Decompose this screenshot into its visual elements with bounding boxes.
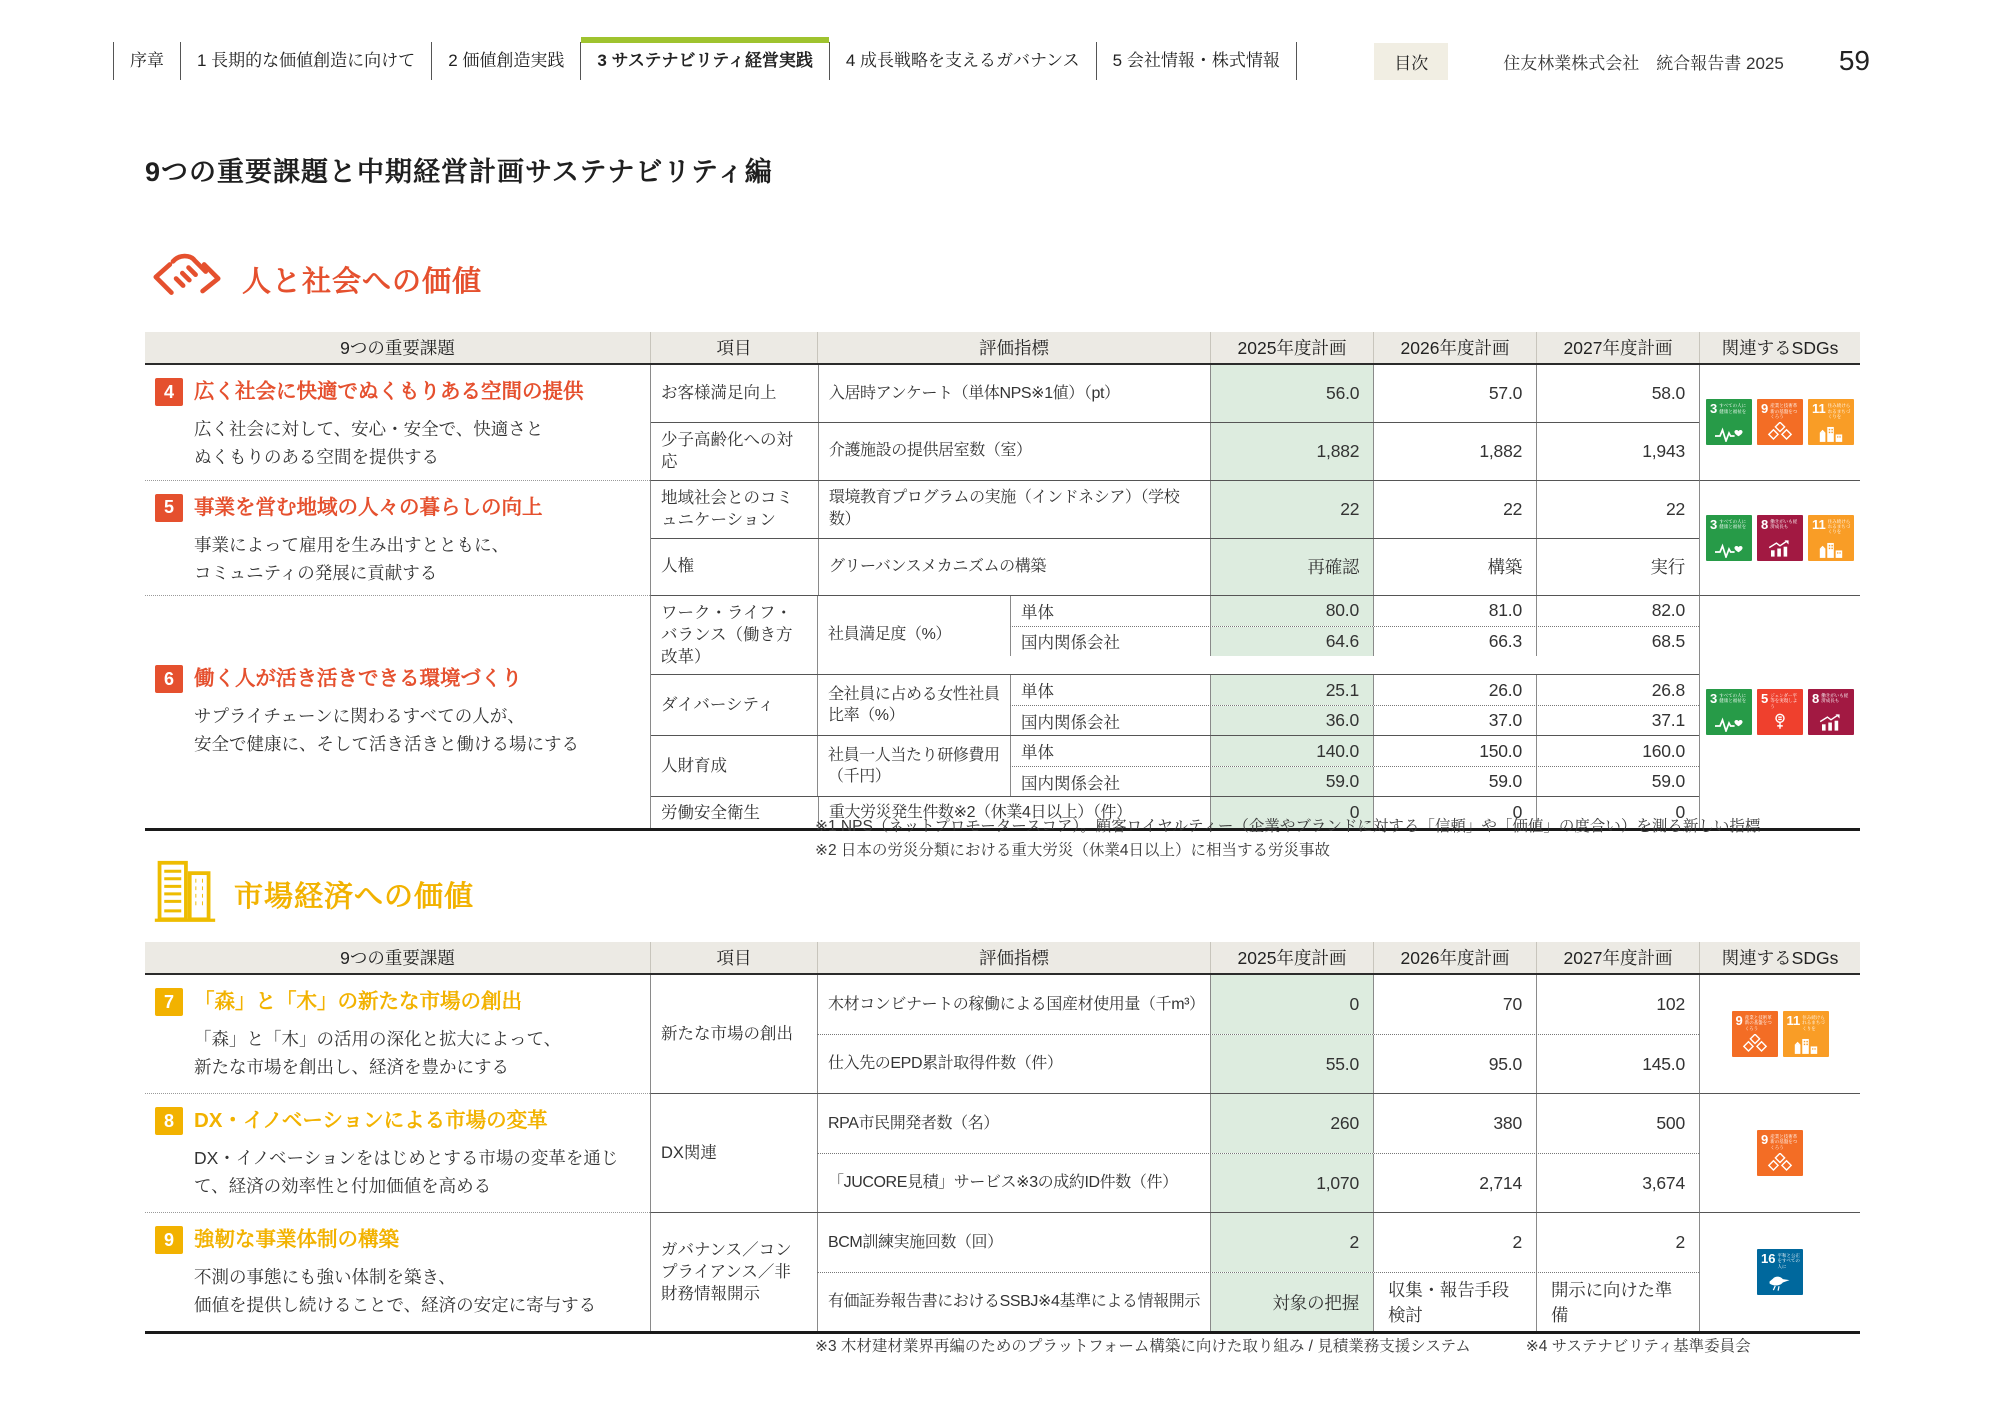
- value-2026: 22: [1373, 481, 1536, 538]
- indicator-cell: 介護施設の提供居室数（室）: [818, 423, 1211, 480]
- scope-cell: 単体: [1010, 736, 1210, 766]
- col-header-issues: 9つの重要課題: [340, 948, 455, 968]
- sdg-cell: [1699, 365, 1860, 480]
- value-2027: 500: [1536, 1094, 1699, 1153]
- sdg-number: 5: [1761, 690, 1769, 706]
- issue-title: 働く人が活き活きできる環境づくり: [194, 667, 522, 691]
- col-header-2026: 2026年度計画: [1373, 332, 1536, 363]
- sdg-cell: [1699, 1093, 1860, 1212]
- value-2026: 380: [1373, 1094, 1536, 1153]
- col-header-issues: 9つの重要課題: [340, 338, 455, 358]
- value-2025: 0: [1210, 797, 1373, 828]
- value-2025: 260: [1210, 1094, 1373, 1153]
- issue-desc-line: 安全で健康に、そして活き活きと働ける場にする: [194, 734, 579, 755]
- scope-cell: 単体: [1010, 596, 1210, 626]
- value-2025: 再確認: [1210, 539, 1373, 595]
- value-2026: 構築: [1373, 539, 1536, 595]
- issue-number-badge: 6: [155, 665, 183, 693]
- sdg-label: 働きがいも経済成長も: [1770, 518, 1798, 529]
- col-header-2026: 2026年度計画: [1373, 942, 1536, 973]
- footnote-4: ※4 サステナビリティ基準委員会: [1525, 1338, 1751, 1355]
- value-2025: 対象の把握: [1210, 1273, 1373, 1331]
- value-2027: 58.0: [1536, 365, 1699, 422]
- issue-desc-line: DX・イノベーションをはじめとする市場の変革を通じ: [194, 1148, 619, 1168]
- indicator-cell: 社員満足度（%）: [817, 596, 1010, 675]
- issue-description: [194, 415, 640, 472]
- issue-title: DX・イノベーションによる市場の変革: [194, 1109, 548, 1132]
- value-2027: 22: [1536, 481, 1699, 538]
- indicator-cell: 全社員に占める女性社員比率（%）: [817, 675, 1010, 735]
- sdg-5-icon: [1757, 689, 1803, 735]
- nav-item-2-value-creation[interactable]: 2 価値創造実践: [431, 42, 580, 80]
- col-header-2027: 2027年度計画: [1536, 332, 1699, 363]
- sdg-8-icon: [1808, 689, 1854, 735]
- issue-number-badge: 5: [155, 494, 183, 522]
- issue-title: 強靭な事業体制の構築: [194, 1228, 399, 1251]
- value-2025: 25.1: [1210, 675, 1373, 705]
- scope-cell: 国内関係会社: [1010, 767, 1210, 796]
- sdg-3-icon: [1706, 399, 1752, 445]
- sdg-number: 11: [1786, 1013, 1801, 1028]
- indicator-cell: 重大労災発生件数※2（休業4日以上）（件）: [818, 797, 1211, 828]
- item-cell: 人権: [661, 557, 694, 576]
- value-2026: 59.0: [1373, 767, 1536, 796]
- item-cell: 少子高齢化への対応: [661, 431, 793, 472]
- issue-description: [194, 1263, 640, 1320]
- sdg-9-icon: [1757, 1130, 1803, 1176]
- issue-description: [194, 1144, 640, 1201]
- sdg-11-icon: [1783, 1011, 1829, 1057]
- value-2025: 56.0: [1210, 365, 1373, 422]
- indicator-cell: 仕入先のEPD累計取得件数（件）: [817, 1035, 1210, 1093]
- value-2027: 26.8: [1536, 675, 1699, 705]
- sdg-label: すべての人に健康と福祉を: [1719, 403, 1747, 414]
- company-name: 住友林業株式会社 統合報告書 2025: [1503, 53, 1784, 73]
- col-header-2025: 2025年度計画: [1210, 942, 1373, 973]
- value-2027: 実行: [1536, 539, 1699, 595]
- item-cell: DX関連: [661, 1143, 717, 1162]
- issue-title: 事業を営む地域の人々の暮らしの向上: [194, 495, 543, 519]
- sdg-label: ジェンダー平等を実現しよう: [1770, 692, 1798, 709]
- table-market-economy: [145, 942, 1860, 1334]
- col-header-2025: 2025年度計画: [1210, 332, 1373, 363]
- issue-number-badge: 7: [155, 988, 183, 1016]
- footnote-2: ※2 日本の労災分類における重大労災（休業4日以上）に相当する労災事故: [815, 842, 1331, 860]
- value-2027: 3,674: [1536, 1154, 1699, 1212]
- issue-description: [194, 1025, 640, 1082]
- indicator-cell: 「JUCORE見積」サービス※3の成約ID件数（件）: [817, 1154, 1210, 1212]
- issue-number-badge: 9: [155, 1226, 183, 1254]
- issue-group-4: [145, 365, 1860, 480]
- sdg-number: 3: [1710, 401, 1718, 417]
- indicator-cell: 有価証券報告書におけるSSBJ※4基準による情報開示: [817, 1273, 1210, 1331]
- value-2025: 80.0: [1210, 596, 1373, 626]
- issue-description: [194, 531, 640, 588]
- value-2026: 2: [1373, 1213, 1536, 1272]
- issue-title: 「森」と「木」の新たな市場の創出: [194, 990, 522, 1013]
- table-header-row: [145, 332, 1860, 365]
- footnote-3: ※3 木材建材業界再編のためのプラットフォーム構築に向けた取り組み / 見積業務支援システム: [815, 1338, 1471, 1355]
- indicator-cell: 木材コンビナートの稼働による国産材使用量（千m³）: [817, 975, 1210, 1034]
- value-2025: 59.0: [1210, 767, 1373, 796]
- sdg-11-icon: [1808, 399, 1854, 445]
- nav-item-intro[interactable]: 序章: [113, 42, 180, 80]
- issue-desc-line: 新たな市場を創出し、経済を豊かにする: [194, 1057, 509, 1078]
- issue-desc-line: 広く社会に対して、安心・安全で、快適さと: [194, 419, 544, 439]
- item-cell: 新たな市場の創出: [661, 1024, 793, 1043]
- col-header-item: 項目: [650, 942, 817, 973]
- value-2026: 1,882: [1373, 423, 1536, 480]
- item-cell: 人財育成: [661, 757, 727, 776]
- item-cell: ダイバーシティ: [661, 696, 775, 715]
- issue-group-5: [145, 480, 1860, 595]
- issue-group-6: [145, 595, 1860, 829]
- top-navigation: [113, 42, 1870, 80]
- sdg-label: すべての人に健康と福祉を: [1719, 518, 1747, 529]
- value-2026: 95.0: [1373, 1035, 1536, 1093]
- sdg-cell: [1699, 595, 1860, 829]
- issue-title: 広く社会に快適でぬくもりある空間の提供: [194, 380, 584, 403]
- value-2025: 36.0: [1210, 706, 1373, 735]
- value-2025: 55.0: [1210, 1035, 1373, 1093]
- issue-group-8: [145, 1093, 1860, 1212]
- value-2027: 160.0: [1536, 736, 1699, 766]
- value-2025: 64.6: [1210, 627, 1373, 656]
- value-2026: 37.0: [1373, 706, 1536, 735]
- footnote-1: ※1 NPS（ネットプロモータースコア）。顧客ロイヤルティー（企業やブランドに対する「信頼」や「価値」の度合い）を測る新しい指標: [815, 818, 1761, 835]
- sdg-3-icon: [1706, 515, 1752, 561]
- sdg-11-icon: [1808, 515, 1854, 561]
- section-title: 人と社会への価値: [242, 266, 483, 298]
- sdg-label: 住み続けられるまちづくりを: [1827, 403, 1851, 420]
- section-people-society: [148, 245, 482, 314]
- value-2027: 102: [1536, 975, 1699, 1034]
- issue-desc-line: ぬくもりのある空間を提供する: [194, 447, 439, 468]
- value-2026: 150.0: [1373, 736, 1536, 766]
- sdg-number: 3: [1710, 690, 1718, 706]
- sdg-label: すべての人に健康と福祉を: [1719, 692, 1747, 704]
- sdg-9-icon: [1732, 1011, 1778, 1057]
- value-2026: 2,714: [1373, 1154, 1536, 1212]
- value-2026: 81.0: [1373, 596, 1536, 626]
- value-2027: 59.0: [1536, 767, 1699, 796]
- sdg-8-icon: [1757, 515, 1803, 561]
- page-number: 59: [1838, 45, 1870, 77]
- sdg-16-icon: [1757, 1249, 1803, 1295]
- col-header-sdgs: 関連するSDGs: [1699, 332, 1860, 363]
- issue-number-badge: 8: [155, 1107, 183, 1135]
- value-2026: 66.3: [1373, 627, 1536, 656]
- sdg-number: 8: [1761, 516, 1769, 532]
- handshake-icon: [148, 245, 226, 314]
- nav-item-3-sustainability[interactable]: 3 サステナビリティ経営実践: [580, 42, 828, 80]
- value-2025: 0: [1210, 975, 1373, 1034]
- sdg-label: 住み続けられるまちづくりを: [1802, 1015, 1825, 1031]
- sdg-number: 16: [1761, 1251, 1776, 1266]
- value-2027: 145.0: [1536, 1035, 1699, 1093]
- item-cell: ワーク・ライフ・バランス（働き方改革）: [661, 603, 793, 667]
- scope-cell: 単体: [1010, 675, 1210, 705]
- table-header-row: [145, 942, 1860, 975]
- item-cell: お客様満足向上: [661, 384, 777, 403]
- indicator-cell: BCM訓練実施回数（回）: [817, 1213, 1210, 1272]
- sdg-number: 11: [1812, 516, 1826, 532]
- indicator-cell: 入居時アンケート（単体NPS※1値）（pt）: [818, 365, 1211, 422]
- issue-desc-line: 不測の事態にも強い体制を築き、: [194, 1267, 456, 1287]
- nav-item-4-governance[interactable]: 4 成長戦略を支えるガバナンス: [829, 42, 1096, 80]
- issue-desc-line: コミュニティの発展に貢献する: [194, 562, 438, 583]
- sdg-cell: [1699, 1212, 1860, 1331]
- sdg-9-icon: [1757, 399, 1803, 445]
- value-2026: 26.0: [1373, 675, 1536, 705]
- indicator-cell: 環境教育プログラムの実施（インドネシア）（学校数）: [818, 481, 1211, 538]
- nav-item-1-long-term-value[interactable]: 1 長期的な価値創造に向けて: [180, 42, 431, 80]
- issue-group-7: [145, 975, 1860, 1093]
- sdg-label: 住み続けられるまちづくりを: [1827, 518, 1851, 535]
- indicator-cell: RPA市民開発者数（名）: [817, 1094, 1210, 1153]
- issue-group-9: [145, 1212, 1860, 1331]
- scope-cell: 国内関係会社: [1010, 706, 1210, 735]
- section-market-economy: [152, 858, 474, 931]
- header-right: [1374, 43, 1870, 80]
- sdg-label: 産業と技術革新の基盤をつくろう: [1770, 1134, 1798, 1150]
- item-cell: 労働安全衛生: [661, 803, 760, 822]
- sdg-number: 3: [1710, 516, 1718, 532]
- sdg-number: 11: [1812, 401, 1826, 417]
- value-2027: 1,943: [1536, 423, 1699, 480]
- item-cell: 地域社会とのコミュニケーション: [661, 488, 793, 530]
- value-2026: 57.0: [1373, 365, 1536, 422]
- issue-desc-line: 「森」と「木」の活用の深化と拡大によって、: [194, 1029, 562, 1049]
- issue-desc-line: 価値を提供し続けることで、経済の安定に寄与する: [194, 1295, 597, 1316]
- building-icon: [152, 858, 218, 931]
- sdg-number: 9: [1761, 401, 1769, 417]
- sdg-cell: [1699, 975, 1860, 1093]
- value-2027: 82.0: [1536, 596, 1699, 626]
- value-2027: 37.1: [1536, 706, 1699, 735]
- issue-desc-line: サプライチェーンに関わるすべての人が、: [194, 706, 525, 727]
- item-cell: ガバナンス／コンプライアンス／非財務情報開示: [661, 1240, 792, 1304]
- nav-item-5-company-info[interactable]: 5 会社情報・株式情報: [1096, 42, 1297, 80]
- value-2025: 22: [1210, 481, 1373, 538]
- value-2025: 140.0: [1210, 736, 1373, 766]
- value-2026: 0: [1373, 797, 1536, 828]
- sdg-number: 9: [1735, 1013, 1743, 1028]
- col-header-indicator: 評価指標: [817, 942, 1210, 973]
- scope-cell: 国内関係会社: [1010, 627, 1210, 656]
- value-2025: 1,070: [1210, 1154, 1373, 1212]
- indicator-cell: 社員一人当たり研修費用（千円）: [817, 736, 1010, 796]
- sdg-cell: [1699, 480, 1860, 595]
- section-title: 市場経済への価値: [234, 881, 475, 913]
- issue-number-badge: 4: [155, 378, 183, 406]
- col-header-indicator: 評価指標: [817, 332, 1210, 363]
- value-2026: 70: [1373, 975, 1536, 1034]
- issue-desc-line: 事業によって雇用を生み出すとともに、: [194, 534, 509, 555]
- col-header-2027: 2027年度計画: [1536, 942, 1699, 973]
- sdg-label: 産業と技術革新の基盤をつくろう: [1770, 403, 1798, 420]
- toc-button[interactable]: 目次: [1374, 43, 1448, 80]
- value-2026: 収集・報告手段検討: [1373, 1273, 1536, 1331]
- value-2027: 開示に向けた準備: [1536, 1273, 1699, 1331]
- page-title: 9つの重要課題と中期経営計画サステナビリティ編: [145, 157, 773, 187]
- sdg-label: 働きがいも経済成長も: [1821, 692, 1849, 704]
- issue-desc-line: て、経済の効率性と付加価値を高める: [194, 1176, 492, 1197]
- value-2025: 1,882: [1210, 423, 1373, 480]
- table-people-society: [145, 332, 1860, 831]
- indicator-cell: グリーバンスメカニズムの構築: [818, 539, 1211, 595]
- col-header-item: 項目: [650, 332, 817, 363]
- sdg-number: 8: [1812, 690, 1820, 706]
- value-2027: 0: [1536, 797, 1699, 828]
- value-2027: 68.5: [1536, 627, 1699, 656]
- footnotes-table2: [815, 1334, 1751, 1356]
- footnotes-table1: [815, 815, 1760, 863]
- sdg-3-icon: [1706, 689, 1752, 735]
- issue-description: [194, 702, 640, 759]
- col-header-sdgs: 関連するSDGs: [1699, 942, 1860, 973]
- sdg-number: 9: [1761, 1132, 1769, 1147]
- sdg-label: 平和と公正をすべての人に: [1777, 1253, 1800, 1269]
- value-2025: 2: [1210, 1213, 1373, 1272]
- value-2027: 2: [1536, 1213, 1699, 1272]
- sdg-label: 産業と技術革新の基盤をつくろう: [1744, 1015, 1772, 1031]
